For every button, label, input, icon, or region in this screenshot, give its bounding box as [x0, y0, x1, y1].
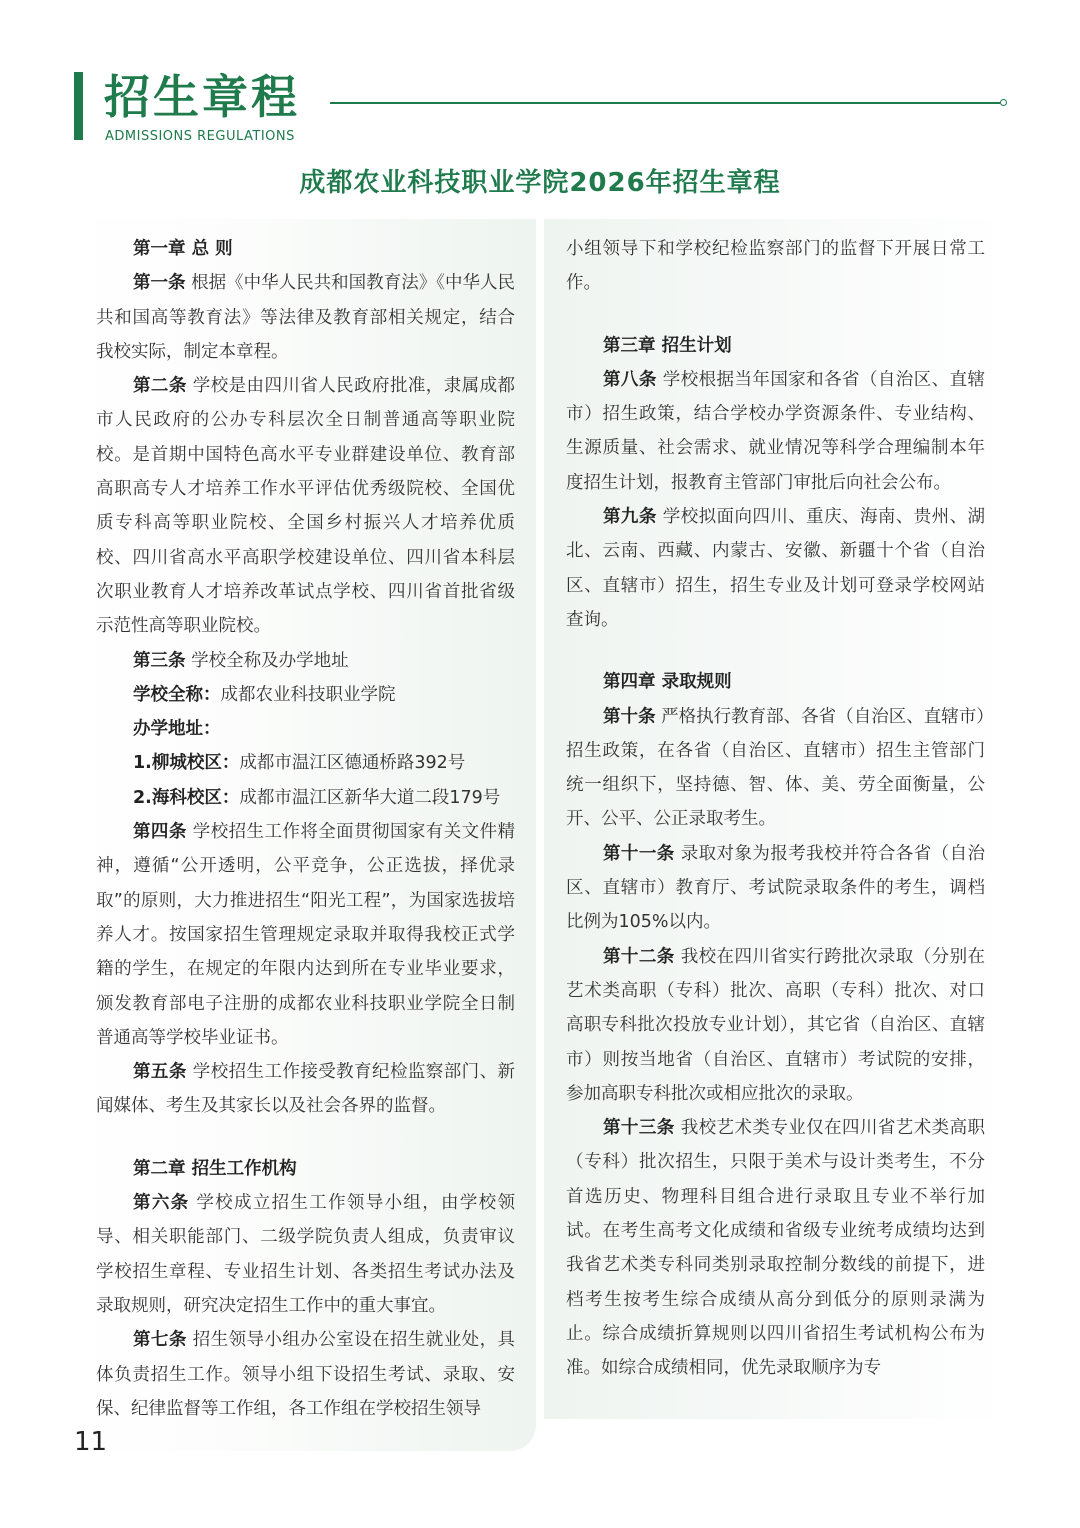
- article-10: [566, 700, 985, 837]
- article-label: 第十二条: [603, 946, 675, 967]
- school-fullname: [96, 678, 515, 712]
- article-8: [566, 363, 985, 500]
- chapter-heading: 第二章 招生工作机构: [133, 1158, 297, 1179]
- campus-2: [96, 781, 515, 815]
- article-text: 学校招生工作将全面贯彻国家有关文件精神，遵循“公开透明，公平竞争，公正选拔，择优录取”的原则，大力推进招生“阳光工程”，为国家选拔培养人才。按国家招生管理规定录取并取得我校正式学籍的学生，在规定的年限内达到所在专业毕业要求，颁发教育部电子注册的成都农业科技职业学院全日制普通高等学校毕业证书。: [96, 822, 516, 1048]
- article-label: 第八条: [603, 369, 657, 390]
- article-text: 录取对象为报考我校并符合各省（自治区、直辖市）教育厅、考试院录取条件的考生，调档比例为105%以内。: [566, 843, 985, 933]
- section-title: 招生章程: [104, 70, 300, 124]
- header-divider-line: [330, 102, 1000, 104]
- article-6: [96, 1186, 515, 1323]
- article-label: 第一条: [133, 273, 186, 294]
- article-label: 第十一条: [603, 843, 675, 864]
- article-text: 学校是由四川省人民政府批准，隶属成都市人民政府的公办专科层次全日制普通高等职业院校。是首期中国特色高水平专业群建设单位、教育部高职高专人才培养工作水平评估优秀级院校、全国优质专科高等职业院校、全国乡村振兴人才培养优质校、四川省高水平高职学校建设单位、四川省本科层次职业教育人才培养改革试点学校、四川省首批省级示范性高等职业院校。: [96, 376, 516, 637]
- article-text: 学校拟面向四川、重庆、海南、贵州、湖北、云南、西藏、内蒙古、安徽、新疆十个省（自治区、直辖市）招生，招生专业及计划可登录学校网站查询。: [566, 507, 986, 630]
- article-text: 我校艺术类专业仅在四川省艺术类高职（专科）批次招生，只限于美术与设计类考生，不分首选历史、物理科目组合进行录取且专业不举行加试。在考生高考文化成绩和省级专业统考成绩均达到我省艺术类专科同类别录取控制分数线的前提下，进档考生按考生综合成绩从高分到低分的原则录满为止。综合成绩折算规则以四川省招生考试机构公布为准。如综合成绩相同，优先录取顺序为专: [566, 1118, 985, 1379]
- campus-1: [96, 746, 515, 780]
- article-text: 严格执行教育部、各省（自治区、直辖市）招生政策，在各省（自治区、直辖市）招生主管部门统一组织下，坚持德、智、体、美、劳全面衡量，公开、公平、公正录取考生。: [566, 706, 985, 830]
- article-text: 我校在四川省实行跨批次录取（分别在艺术类高职（专科）批次、高职（专科）批次、对口高职专科批次投放专业计划），其它省（自治区、直辖市）则按当地省（自治区、直辖市）考试院的安排，参加高职专科批次或相应批次的录取。: [566, 946, 985, 1104]
- article-13: [566, 1111, 985, 1385]
- left-column: [96, 232, 515, 1426]
- chapter-heading: 第四章 录取规则: [603, 672, 732, 693]
- article-text: 学校根据当年国家和各省（自治区、直辖市）招生政策，结合学校办学资源条件、专业结构、生源质量、社会需求、就业情况等科学合理编制本年度招生计划，报教育主管部门审批后向社会公布。: [566, 369, 986, 493]
- campus-address: 成都市温江区德通桥路392号: [239, 753, 466, 774]
- article-label: 第十条: [603, 706, 656, 727]
- chapter-heading: 第一章 总 则: [133, 239, 233, 259]
- article-4: [96, 815, 515, 1055]
- article-text: 学校成立招生工作领导小组，由学校领导、相关职能部门、二级学院负责人组成，负责审议学校招生章程、专业招生计划、各类招生考试办法及录取规则，研究决定招生工作中的重大事宜。: [96, 1193, 515, 1316]
- article-9: [566, 500, 985, 637]
- article-2: [96, 369, 515, 643]
- article-1: [96, 266, 515, 369]
- right-column: [566, 232, 985, 1386]
- section-subtitle: ADMISSIONS REGULATIONS: [105, 129, 295, 144]
- article-text: 学校招生工作接受教育纪检监察部门、新闻媒体、考生及其家长以及社会各界的监督。: [96, 1062, 516, 1117]
- article-12: [566, 940, 985, 1111]
- header-divider-dot: [1000, 99, 1007, 106]
- article-label: 第六条: [133, 1193, 190, 1214]
- campus-address: 成都市温江区新华大道二段179号: [239, 787, 501, 808]
- article-text: 根据《中华人民共和国教育法》《中华人民共和国高等教育法》等法律及教育部相关规定，结合我校实际，制定本章程。: [96, 273, 515, 362]
- article-label: 第十三条: [603, 1118, 675, 1139]
- article-label: 第五条: [133, 1062, 187, 1083]
- fullname-label: 学校全称：: [133, 684, 221, 705]
- address-label: 办学地址：: [133, 719, 221, 740]
- campus-label: 2.海科校区：: [133, 787, 240, 808]
- page-number: 11: [74, 1427, 108, 1457]
- article-7-continued: 小组领导下和学校纪检监察部门的监督下开展日常工作。: [566, 239, 985, 294]
- header-accent-bar: [74, 72, 83, 140]
- article-label: 第七条: [133, 1330, 187, 1351]
- article-label: 第四条: [133, 822, 187, 843]
- article-label: 第二条: [133, 376, 187, 397]
- chapter-heading: 第三章 招生计划: [603, 335, 732, 356]
- article-5: [96, 1055, 515, 1124]
- campus-label: 1.柳城校区：: [133, 753, 240, 774]
- article-7: [96, 1323, 515, 1426]
- article-label: 第三条: [133, 650, 186, 671]
- article-text: 学校全称及办学地址: [191, 650, 349, 671]
- article-text: 招生领导小组办公室设在招生就业处，具体负责招生工作。领导小组下设招生考试、录取、安保、纪律监督等工作组，各工作组在学校招生领导: [96, 1330, 516, 1419]
- document-title: 成都农业科技职业学院2026年招生章程: [299, 168, 781, 198]
- article-11: [566, 837, 985, 940]
- fullname-value: 成都农业科技职业学院: [220, 684, 396, 705]
- article-3: [96, 644, 515, 678]
- article-label: 第九条: [603, 507, 657, 528]
